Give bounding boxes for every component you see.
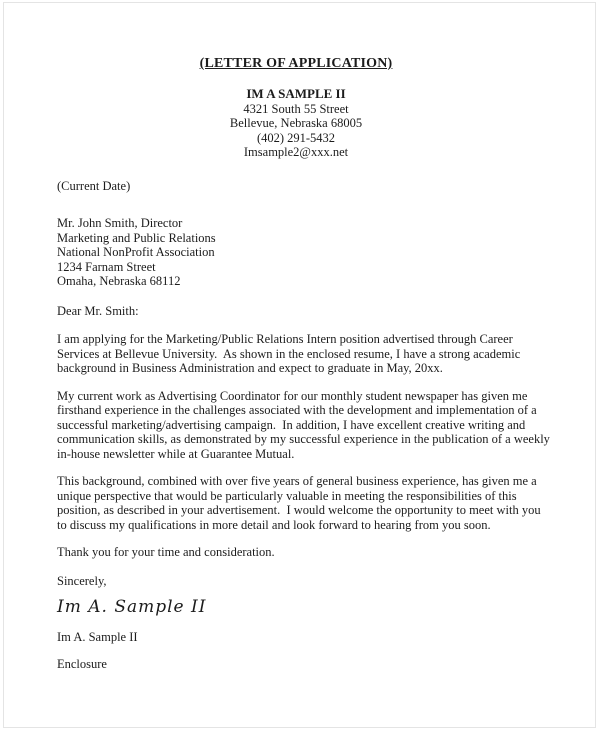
- body-paragraph-1: I am applying for the Marketing/Public Relations Intern position advertised through Career Services at Bellevue University. As shown in the enclosed resume, I have a strong academic background in Business Administration and expect to graduate in May, 20xx.: [57, 332, 524, 375]
- recipient-name-title: Mr. John Smith, Director: [57, 216, 183, 230]
- thanks-line: Thank you for your time and consideration.: [57, 545, 275, 559]
- recipient-city-state-zip: Omaha, Nebraska 68112: [57, 274, 181, 288]
- body-paragraph-2: My current work as Advertising Coordinator for our monthly student newspaper has given me firsthand experience in the challenges associated with the development and implementation of a successful marketing/advertising campaign. In addition, I have excellent creative writing and communication skills, as demonstrated by my successful experience in the publication of a weekly in-house newsletter while at Guarantee Mutual.: [57, 388, 554, 461]
- recipient-block: [57, 216, 551, 289]
- date-line: (Current Date): [57, 178, 131, 193]
- recipient-organization: National NonProfit Association: [57, 245, 215, 259]
- body-paragraph-3: This background, combined with over five years of general business experience, has given me a unique perspective that would be particularly valuable in meeting the responsibilities of this position, as described in your advertisement. I would welcome the opportunity to meet with you to discuss my qualifications in more detail and look forward to hearing from you soon.: [57, 474, 544, 532]
- letter-title: (LETTER OF APPLICATION): [199, 56, 393, 71]
- recipient-street: 1234 Farnam Street: [57, 259, 156, 274]
- sender-phone: (402) 291-5432: [256, 130, 336, 145]
- signoff: Sincerely,: [57, 573, 107, 588]
- handwritten-signature: Im A. Sample II: [57, 597, 207, 617]
- recipient-department: Marketing and Public Relations: [57, 230, 216, 245]
- sender-block: [57, 87, 551, 160]
- sender-email: Imsample2@xxx.net: [243, 145, 349, 159]
- sender-name: IM A SAMPLE II: [246, 86, 346, 101]
- typed-name: Im A. Sample II: [57, 630, 138, 644]
- sender-street: 4321 South 55 Street: [243, 101, 349, 116]
- sender-city-state-zip: Bellevue, Nebraska 68005: [229, 116, 363, 130]
- enclosure-label: Enclosure: [57, 656, 107, 671]
- salutation: Dear Mr. Smith:: [57, 303, 139, 318]
